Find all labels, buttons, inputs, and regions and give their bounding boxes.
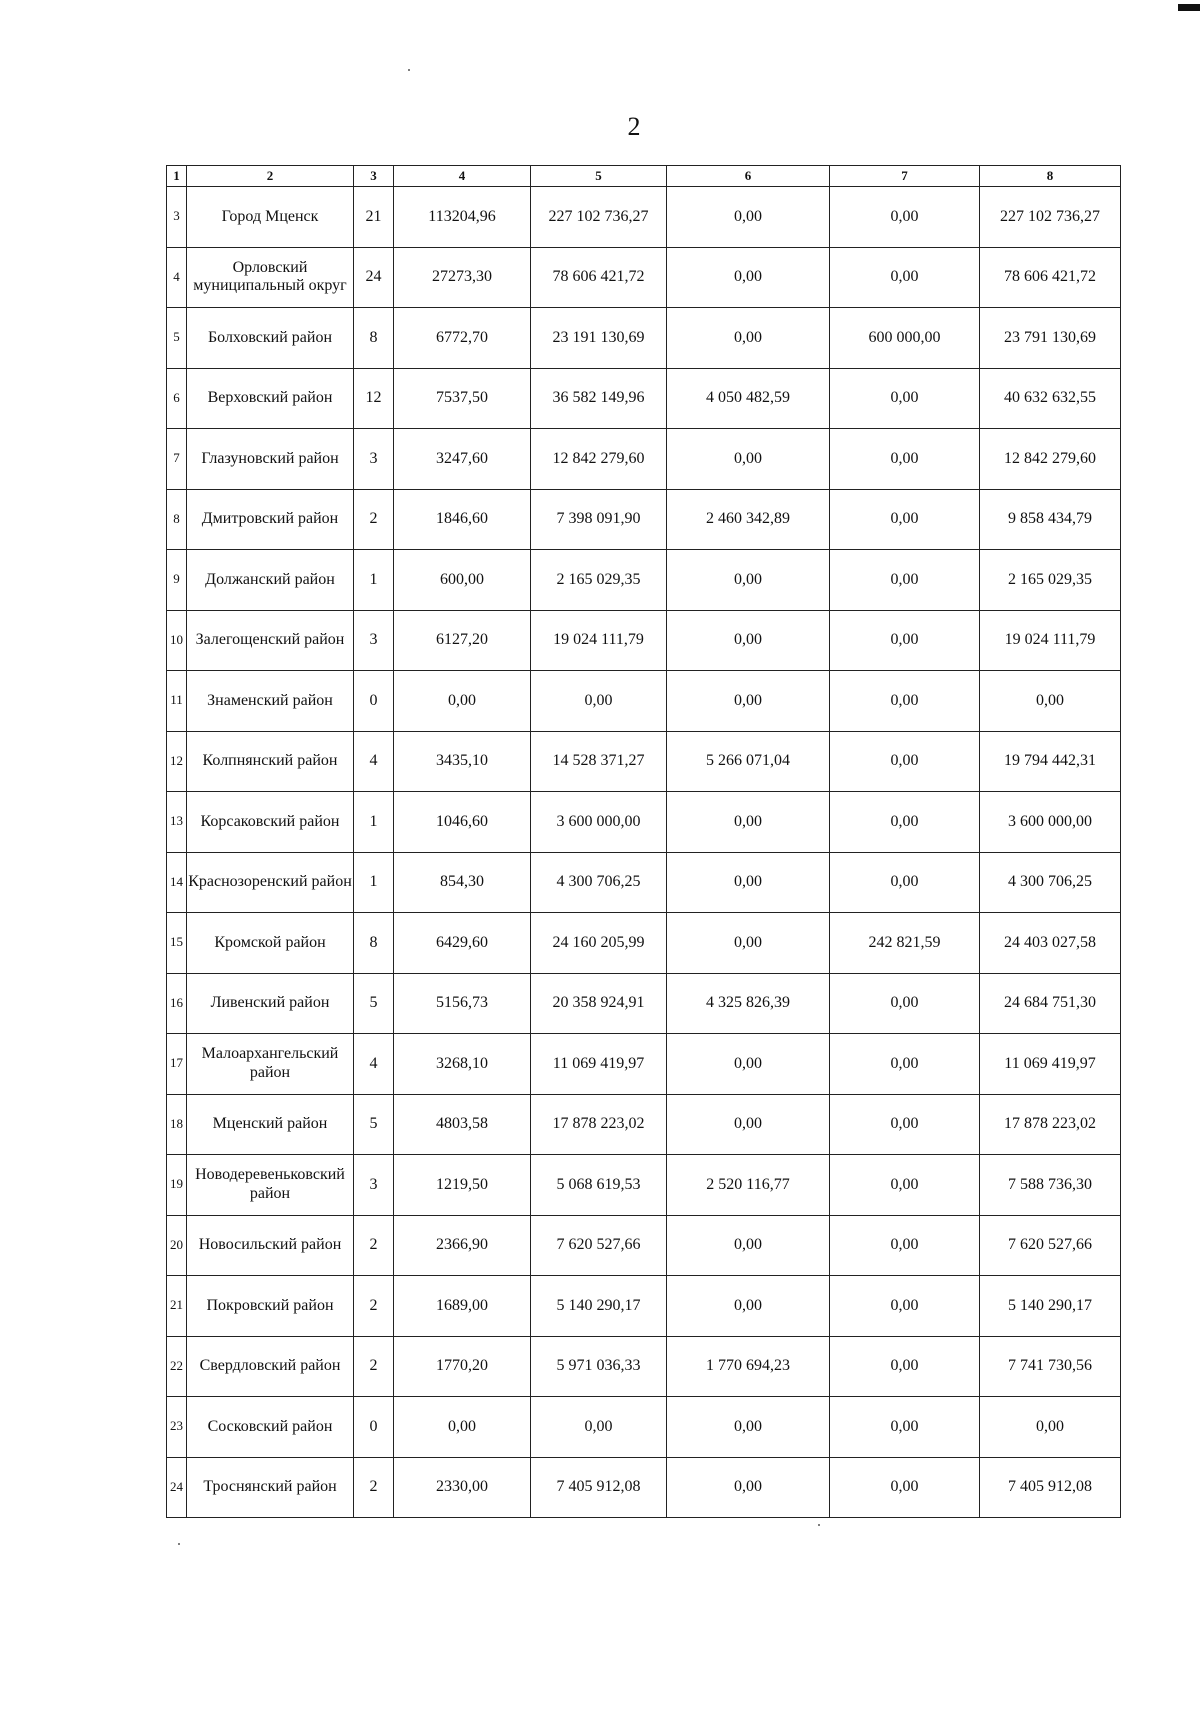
- district-name-cell: Свердловский район: [187, 1336, 354, 1397]
- amount-cell: 0,00: [667, 913, 830, 974]
- table-row: [167, 187, 1121, 248]
- amount-cell: 5 266 071,04: [667, 731, 830, 792]
- count-cell: 0: [354, 1397, 394, 1458]
- amount-cell: 227 102 736,27: [531, 187, 667, 248]
- total-cell: 40 632 632,55: [980, 368, 1121, 429]
- amount-cell: 0,00: [830, 1034, 980, 1095]
- area-cell: 6772,70: [394, 308, 531, 369]
- amount-cell: 0,00: [667, 187, 830, 248]
- table-row: [167, 550, 1121, 611]
- row-number-cell: 14: [167, 852, 187, 913]
- amount-cell: 0,00: [830, 973, 980, 1034]
- amount-cell: 14 528 371,27: [531, 731, 667, 792]
- total-cell: 7 588 736,30: [980, 1155, 1121, 1216]
- row-number-cell: 12: [167, 731, 187, 792]
- scan-speck: [818, 1524, 820, 1526]
- table-row: [167, 852, 1121, 913]
- data-table: [166, 165, 1121, 1518]
- amount-cell: 0,00: [667, 247, 830, 308]
- amount-cell: 24 160 205,99: [531, 913, 667, 974]
- area-cell: 6429,60: [394, 913, 531, 974]
- amount-cell: 0,00: [667, 671, 830, 732]
- amount-cell: 0,00: [830, 1215, 980, 1276]
- amount-cell: 7 405 912,08: [531, 1457, 667, 1518]
- amount-cell: 0,00: [830, 429, 980, 490]
- total-cell: 227 102 736,27: [980, 187, 1121, 248]
- amount-cell: 0,00: [667, 308, 830, 369]
- row-number-cell: 4: [167, 247, 187, 308]
- area-cell: 4803,58: [394, 1094, 531, 1155]
- amount-cell: 5 971 036,33: [531, 1336, 667, 1397]
- amount-cell: 36 582 149,96: [531, 368, 667, 429]
- header-cell: 3: [354, 166, 394, 187]
- table-row: [167, 1397, 1121, 1458]
- table-row: [167, 913, 1121, 974]
- row-number-cell: 21: [167, 1276, 187, 1337]
- amount-cell: 4 325 826,39: [667, 973, 830, 1034]
- area-cell: 1689,00: [394, 1276, 531, 1337]
- district-name-cell: Знаменский район: [187, 671, 354, 732]
- table-row: [167, 368, 1121, 429]
- amount-cell: 0,00: [667, 852, 830, 913]
- table-row: [167, 308, 1121, 369]
- area-cell: 3247,60: [394, 429, 531, 490]
- total-cell: 24 403 027,58: [980, 913, 1121, 974]
- district-name-cell: Глазуновский район: [187, 429, 354, 490]
- table-row: [167, 429, 1121, 490]
- page-number: 2: [627, 112, 641, 141]
- count-cell: 0: [354, 671, 394, 732]
- area-cell: 0,00: [394, 671, 531, 732]
- row-number-cell: 20: [167, 1215, 187, 1276]
- area-cell: 1219,50: [394, 1155, 531, 1216]
- total-cell: 7 620 527,66: [980, 1215, 1121, 1276]
- total-cell: 12 842 279,60: [980, 429, 1121, 490]
- table-row: [167, 610, 1121, 671]
- area-cell: 1846,60: [394, 489, 531, 550]
- total-cell: 78 606 421,72: [980, 247, 1121, 308]
- amount-cell: 0,00: [667, 1276, 830, 1337]
- total-cell: 17 878 223,02: [980, 1094, 1121, 1155]
- count-cell: 5: [354, 973, 394, 1034]
- amount-cell: 3 600 000,00: [531, 792, 667, 853]
- amount-cell: 0,00: [667, 1397, 830, 1458]
- amount-cell: 242 821,59: [830, 913, 980, 974]
- district-name-cell: Покровский район: [187, 1276, 354, 1337]
- amount-cell: 0,00: [667, 792, 830, 853]
- row-number-cell: 8: [167, 489, 187, 550]
- table-row: [167, 1034, 1121, 1095]
- amount-cell: 0,00: [830, 1457, 980, 1518]
- district-name-cell: Город Мценск: [187, 187, 354, 248]
- total-cell: 7 741 730,56: [980, 1336, 1121, 1397]
- header-cell: 1: [167, 166, 187, 187]
- district-name-cell: Корсаковский район: [187, 792, 354, 853]
- area-cell: 600,00: [394, 550, 531, 611]
- amount-cell: 0,00: [830, 1155, 980, 1216]
- total-cell: 0,00: [980, 1397, 1121, 1458]
- area-cell: 6127,20: [394, 610, 531, 671]
- total-cell: 4 300 706,25: [980, 852, 1121, 913]
- total-cell: 3 600 000,00: [980, 792, 1121, 853]
- amount-cell: 4 300 706,25: [531, 852, 667, 913]
- amount-cell: 78 606 421,72: [531, 247, 667, 308]
- row-number-cell: 19: [167, 1155, 187, 1216]
- amount-cell: 0,00: [830, 731, 980, 792]
- row-number-cell: 15: [167, 913, 187, 974]
- table-body: [167, 166, 1121, 1518]
- table-row: [167, 973, 1121, 1034]
- count-cell: 4: [354, 731, 394, 792]
- header-cell: 4: [394, 166, 531, 187]
- district-name-cell: Колпнянский район: [187, 731, 354, 792]
- amount-cell: 0,00: [667, 1215, 830, 1276]
- amount-cell: 0,00: [531, 1397, 667, 1458]
- row-number-cell: 9: [167, 550, 187, 611]
- count-cell: 1: [354, 792, 394, 853]
- district-name-cell: Новодеревеньковский район: [187, 1155, 354, 1216]
- header-cell: 8: [980, 166, 1121, 187]
- amount-cell: 1 770 694,23: [667, 1336, 830, 1397]
- count-cell: 3: [354, 610, 394, 671]
- amount-cell: 0,00: [830, 852, 980, 913]
- amount-cell: 0,00: [667, 550, 830, 611]
- amount-cell: 7 620 527,66: [531, 1215, 667, 1276]
- total-cell: 0,00: [980, 671, 1121, 732]
- row-number-cell: 13: [167, 792, 187, 853]
- table-row: [167, 247, 1121, 308]
- row-number-cell: 5: [167, 308, 187, 369]
- total-cell: 2 165 029,35: [980, 550, 1121, 611]
- amount-cell: 5 140 290,17: [531, 1276, 667, 1337]
- row-number-cell: 23: [167, 1397, 187, 1458]
- count-cell: 8: [354, 913, 394, 974]
- header-cell: 2: [187, 166, 354, 187]
- amount-cell: 0,00: [830, 671, 980, 732]
- total-cell: 9 858 434,79: [980, 489, 1121, 550]
- area-cell: 3268,10: [394, 1034, 531, 1095]
- count-cell: 5: [354, 1094, 394, 1155]
- total-cell: 11 069 419,97: [980, 1034, 1121, 1095]
- amount-cell: 0,00: [830, 368, 980, 429]
- area-cell: 7537,50: [394, 368, 531, 429]
- amount-cell: 0,00: [667, 1457, 830, 1518]
- district-name-cell: Мценский район: [187, 1094, 354, 1155]
- table-row: [167, 671, 1121, 732]
- amount-cell: 0,00: [667, 1094, 830, 1155]
- amount-cell: 0,00: [830, 550, 980, 611]
- row-number-cell: 16: [167, 973, 187, 1034]
- district-name-cell: Новосильский район: [187, 1215, 354, 1276]
- area-cell: 1046,60: [394, 792, 531, 853]
- amount-cell: 2 460 342,89: [667, 489, 830, 550]
- count-cell: 8: [354, 308, 394, 369]
- amount-cell: 0,00: [830, 187, 980, 248]
- count-cell: 21: [354, 187, 394, 248]
- table-row: [167, 731, 1121, 792]
- count-cell: 1: [354, 550, 394, 611]
- count-cell: 2: [354, 1336, 394, 1397]
- header-cell: 7: [830, 166, 980, 187]
- total-cell: 23 791 130,69: [980, 308, 1121, 369]
- row-number-cell: 10: [167, 610, 187, 671]
- amount-cell: 12 842 279,60: [531, 429, 667, 490]
- district-name-cell: Верховский район: [187, 368, 354, 429]
- district-name-cell: Троснянский район: [187, 1457, 354, 1518]
- area-cell: 2366,90: [394, 1215, 531, 1276]
- amount-cell: 0,00: [830, 247, 980, 308]
- table-row: [167, 1215, 1121, 1276]
- table-row: [167, 1155, 1121, 1216]
- amount-cell: 23 191 130,69: [531, 308, 667, 369]
- amount-cell: 0,00: [830, 489, 980, 550]
- header-cell: 5: [531, 166, 667, 187]
- row-number-cell: 3: [167, 187, 187, 248]
- count-cell: 2: [354, 1457, 394, 1518]
- row-number-cell: 6: [167, 368, 187, 429]
- count-cell: 3: [354, 429, 394, 490]
- area-cell: 27273,30: [394, 247, 531, 308]
- row-number-cell: 24: [167, 1457, 187, 1518]
- district-name-cell: Краснозоренский район: [187, 852, 354, 913]
- amount-cell: 0,00: [830, 610, 980, 671]
- amount-cell: 2 165 029,35: [531, 550, 667, 611]
- count-cell: 12: [354, 368, 394, 429]
- corner-mark: [1178, 4, 1200, 11]
- scan-speck: [408, 69, 410, 71]
- table-row: [167, 1276, 1121, 1337]
- amount-cell: 17 878 223,02: [531, 1094, 667, 1155]
- table-row: [167, 1336, 1121, 1397]
- table-row: [167, 1094, 1121, 1155]
- count-cell: 1: [354, 852, 394, 913]
- table-header-row: [167, 166, 1121, 187]
- amount-cell: 2 520 116,77: [667, 1155, 830, 1216]
- table-row: [167, 1457, 1121, 1518]
- amount-cell: 11 069 419,97: [531, 1034, 667, 1095]
- count-cell: 2: [354, 489, 394, 550]
- count-cell: 2: [354, 1215, 394, 1276]
- count-cell: 3: [354, 1155, 394, 1216]
- amount-cell: 0,00: [830, 1094, 980, 1155]
- area-cell: 2330,00: [394, 1457, 531, 1518]
- area-cell: 3435,10: [394, 731, 531, 792]
- row-number-cell: 17: [167, 1034, 187, 1095]
- amount-cell: 20 358 924,91: [531, 973, 667, 1034]
- count-cell: 24: [354, 247, 394, 308]
- row-number-cell: 7: [167, 429, 187, 490]
- amount-cell: 4 050 482,59: [667, 368, 830, 429]
- district-name-cell: Дмитровский район: [187, 489, 354, 550]
- area-cell: 113204,96: [394, 187, 531, 248]
- amount-cell: 0,00: [667, 1034, 830, 1095]
- amount-cell: 0,00: [667, 429, 830, 490]
- amount-cell: 7 398 091,90: [531, 489, 667, 550]
- table-row: [167, 489, 1121, 550]
- amount-cell: 0,00: [830, 1336, 980, 1397]
- total-cell: 5 140 290,17: [980, 1276, 1121, 1337]
- row-number-cell: 22: [167, 1336, 187, 1397]
- area-cell: 0,00: [394, 1397, 531, 1458]
- district-name-cell: Малоархангельский район: [187, 1034, 354, 1095]
- total-cell: 19 794 442,31: [980, 731, 1121, 792]
- district-name-cell: Сосковский район: [187, 1397, 354, 1458]
- header-cell: 6: [667, 166, 830, 187]
- district-name-cell: Залегощенский район: [187, 610, 354, 671]
- scan-speck: [178, 1543, 180, 1545]
- district-name-cell: Должанский район: [187, 550, 354, 611]
- area-cell: 1770,20: [394, 1336, 531, 1397]
- amount-cell: 0,00: [830, 1276, 980, 1337]
- total-cell: 19 024 111,79: [980, 610, 1121, 671]
- amount-cell: 600 000,00: [830, 308, 980, 369]
- amount-cell: 19 024 111,79: [531, 610, 667, 671]
- row-number-cell: 11: [167, 671, 187, 732]
- row-number-cell: 18: [167, 1094, 187, 1155]
- count-cell: 4: [354, 1034, 394, 1095]
- area-cell: 854,30: [394, 852, 531, 913]
- district-name-cell: Болховский район: [187, 308, 354, 369]
- district-name-cell: Орловский муниципальный округ: [187, 247, 354, 308]
- total-cell: 24 684 751,30: [980, 973, 1121, 1034]
- amount-cell: 0,00: [830, 792, 980, 853]
- count-cell: 2: [354, 1276, 394, 1337]
- amount-cell: 0,00: [531, 671, 667, 732]
- table-row: [167, 792, 1121, 853]
- amount-cell: 5 068 619,53: [531, 1155, 667, 1216]
- amount-cell: 0,00: [830, 1397, 980, 1458]
- area-cell: 5156,73: [394, 973, 531, 1034]
- total-cell: 7 405 912,08: [980, 1457, 1121, 1518]
- district-name-cell: Кромской район: [187, 913, 354, 974]
- district-name-cell: Ливенский район: [187, 973, 354, 1034]
- amount-cell: 0,00: [667, 610, 830, 671]
